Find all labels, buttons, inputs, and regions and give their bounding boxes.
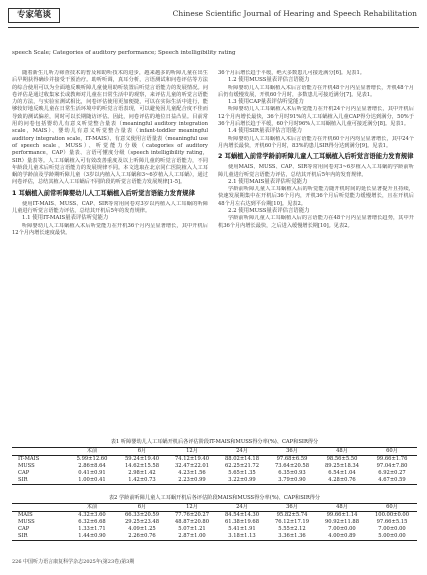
right-column (218, 70, 414, 230)
subsection-1-4-heading: 1.4 使用SIR量表评估言语能力 (228, 128, 303, 135)
table-cell: 4.32±3.60 (78, 512, 106, 518)
intro-paragraph: 随着新生儿听力筛查技术的普及和助听技术的进步，越来越多的听障儿童在出生后早期获得确诊并接受干预治疗。助听听调，真耳分析，言语测试和问卷评估等方法的综合使用可以为全面地反映听障儿童使用助听装置后听觉言语能力的发展情况。问卷评估是通过收集家长或教师对儿童在日常生活中的观察，来评估儿童的听觉言语能力的方法，与实验室测试相比，问卷评估使用更加便捷，可以在实际生活中进行，能够较好地反映儿童在日常生活环境中的听觉言语表现，可以避免因儿童配合度不佳而导致的测试偏差，同时可以长期随访评估。因此，问卷评估的地位日益凸显。目前常用的问卷包括婴幼儿有意义听觉整合量表（meaningful auditory integration scale，MAIS）、婴幼儿有意义听觉整合量表（infant-toddler meaningful auditory integration scale，IT-MAIS）、有意义使用言语量表（meaningful use of speech scale，MUSS）、听觉能力分级（categories of auditory performance，CAP）量表、言语可懂度分级（speech intelligibility rating，SIR）量表等。人工耳蜗植入可有效改善重度及以上听障儿童的听觉言语能力，不同年龄段儿童术后听觉言语能力的发展规律不同。本文选取在北京同仁医院植入人工耳蜗的学龄前及学龄期听障儿童（3岁以内植入人工耳蜗和3~6岁植入人工耳蜗），通过问卷评估，总结其植入人工耳蜗后不同阶段的听觉言语能力发展规律[1-5]。 (12, 70, 208, 186)
table-cell: 62.25±21.72 (224, 463, 260, 469)
subsection-1-2-paragraph: 听障婴幼儿人工耳蜗植入术后言语能力在开机48个月内呈显著增长，开机48个月后仍有缓慢发展，开机60个月时，多数患儿可接近满分[7]。见表1。 (218, 84, 414, 98)
table-cell: 7.00±0.00 (378, 526, 406, 532)
table-row (12, 463, 417, 470)
table-cell: 66.33±20.59 (124, 512, 160, 518)
row-label: CAP (18, 526, 30, 532)
table-cell: 5.00±0.00 (378, 533, 406, 539)
table-cell: 4.09±1.25 (128, 526, 156, 532)
subsection-1-4-paragraph: 听障婴幼儿人工耳蜗植入术后言语能力在开机60个月内均呈显著增长，其中24个月内增长最快，开机60个月时，83%的患儿SIR得分达到满分[9]。见表1。 (218, 135, 414, 149)
table-corner-cell (12, 504, 67, 512)
subsection-1-2-heading: 1.2 使用MUSS量表评估言语能力 (228, 77, 310, 84)
table-header-cell: 24月 (236, 504, 248, 510)
section-2-paragraph: 使用MAIS、MUSS、CAP、SIR等常用问卷对3~6岁植入人工耳蜗的学龄前听障儿童进行听觉言语能力评估，总结其开机后5年内的发育规律。 (218, 164, 414, 178)
row-label: MAIS (18, 512, 33, 518)
table-header-cell: 6月 (137, 448, 147, 454)
table-cell: 98.56±5.50 (326, 456, 358, 462)
section-tag: 专家笔谈 (8, 8, 60, 23)
table-cell: 6.35±0.93 (278, 470, 306, 476)
table-cell: 1.42±0.73 (128, 477, 156, 483)
subsection-2-1-paragraph: 学龄前听障儿童人工耳蜗植入后的听觉能力随开机时间的延长显著提升且持续，快速发展期集中在开机后36个月内，开机36个月后听觉能力缓慢增长，且在开机后48个月左右达到平台期[10]。见表2。 (218, 186, 414, 207)
table-cell: 5.41±1.91 (228, 526, 256, 532)
table-cell: 5.65±1.35 (228, 470, 256, 476)
subsection-1-3-heading: 1.3 使用CAP量表评估听觉能力 (228, 99, 304, 106)
table-row (12, 519, 417, 526)
table-cell: 1.33±1.71 (78, 526, 106, 532)
row-label: IT-MAIS (18, 456, 40, 462)
journal-title: Chinese Scientific Journal of Hearing and Speech Rehabilitation (172, 9, 417, 18)
table-cell: 90.92±11.88 (324, 519, 360, 525)
table-row (12, 526, 417, 533)
table-header-cell: 24月 (236, 448, 248, 454)
table-cell: 3.79±0.90 (278, 477, 306, 483)
table-cell: 88.02±14.18 (224, 456, 260, 462)
table-row (12, 456, 417, 464)
subsection-1-1-heading: 1.1 使用IT-MAIS量表评估听觉能力 (22, 215, 109, 222)
table-header-cell: 36月 (286, 448, 298, 454)
table-cell: 97.04±7.80 (376, 463, 408, 469)
table-2-caption: 表2 学龄前听障儿童人工耳蜗开机后各评估阶段MAIS和MUSS得分率(%)、CAP和SIR得分 (108, 495, 321, 501)
table-cell: 84.54±14.30 (224, 512, 260, 518)
table-cell: 76.12±17.19 (274, 519, 310, 525)
table-cell: 3.18±1.13 (228, 533, 256, 539)
table-cell: 3.22±0.99 (228, 477, 256, 483)
subsection-2-2-paragraph: 学龄前听障儿童人工耳蜗植入后的言语能力在48个月内呈显著增长趋势，其中开机36个月内增长最快，之后进入缓慢增长期[10]。见表2。 (218, 215, 414, 229)
row-label: MUSS (18, 463, 35, 469)
table-cell: 5.55±2.12 (278, 526, 306, 532)
table-cell: 14.62±15.58 (124, 463, 160, 469)
table-cell: 4.23±1.56 (178, 470, 206, 476)
table-cell: 97.66±5.15 (376, 519, 408, 525)
table-header-cell: 48月 (336, 448, 348, 454)
table-cell: 59.24±19.40 (124, 456, 160, 462)
row-label: SIR (18, 533, 28, 539)
table-cell: 48.87±20.80 (174, 519, 210, 525)
section-2-heading: 2 耳蜗植入前常学龄前听障儿童人工耳蜗植入后听觉言语能力发育规律 (218, 153, 414, 161)
table-cell: 74.12±19.40 (174, 456, 210, 462)
table-cell: 100.00±0.00 (374, 512, 410, 518)
table-2 (12, 503, 417, 541)
right-top-paragraph: 36个月后增长趋于平缓，绝大多数患儿可接近满分[6]。见表1。 (218, 70, 365, 76)
table-corner-cell (12, 448, 67, 456)
table-cell: 97.68±6.59 (276, 456, 308, 462)
table-cell: 3.36±1.36 (278, 533, 306, 539)
table-cell: 99.66±1.14 (326, 512, 358, 518)
table-cell: 2.26±0.76 (128, 533, 156, 539)
table-cell: 1.00±0.41 (78, 477, 106, 483)
table-cell: 77.76±20.27 (174, 512, 210, 518)
table-row (12, 533, 417, 541)
table-header-cell: 60月 (386, 448, 398, 454)
table-cell: 7.00±0.00 (328, 526, 356, 532)
table-1-caption: 表1 听障婴幼儿人工耳蜗开机后各评估阶段IT-MAIS和MUSS得分率(%)、CAP和SIR得分 (110, 439, 319, 445)
keywords-line: speech Scale; Categories of auditory performance; Speech intelligibility rating (12, 50, 236, 56)
table-header-cell: 36月 (286, 504, 298, 510)
table-cell: 5.07±1.21 (178, 526, 206, 532)
table-cell: 32.47±22.01 (174, 463, 210, 469)
table-cell: 4.28±0.76 (328, 477, 356, 483)
subsection-2-2-heading: 2.2 使用MUSS量表评估言语能力 (228, 208, 310, 215)
table-header-row (12, 504, 417, 512)
table-cell: 2.23±0.99 (178, 477, 206, 483)
row-label: MUSS (18, 519, 35, 525)
table-cell: 6.32±6.68 (78, 519, 106, 525)
section-1-paragraph: 使用IT-MAIS、MUSS、CAP、SIR等常用问卷对3岁以内植入人工耳蜗的听障儿童进行听觉言语能力评估，总结其开机后5年的发育规律。 (12, 200, 208, 215)
table-header-cell: 48月 (336, 504, 348, 510)
section-1-heading: 1 耳蜗植入前常听障婴幼儿人工耳蜗植入后听觉言语能力发育规律 (12, 189, 195, 197)
table-cell: 95.82±5.74 (276, 512, 308, 518)
table-header-cell: 术前 (86, 504, 98, 510)
row-label: SIR (18, 477, 28, 483)
table-header-cell: 60月 (386, 504, 398, 510)
page-header (0, 0, 427, 26)
table-cell: 1.44±0.90 (78, 533, 106, 539)
page-footer: 226 中国听力语言康复科学杂志2025年(第23卷)第3期 (12, 559, 135, 565)
table-cell: 2.86±8.64 (78, 463, 106, 469)
table-header-cell: 术前 (86, 448, 98, 454)
table-cell: 89.25±18.34 (324, 463, 360, 469)
table-header-row (12, 448, 417, 456)
table-cell: 4.00±0.89 (328, 533, 356, 539)
header-rule (8, 27, 419, 28)
table-row (12, 470, 417, 477)
table-cell: 5.99±12.60 (76, 456, 108, 462)
table-cell: 2.98±1.42 (128, 470, 156, 476)
table-1 (12, 447, 417, 485)
table-row (12, 477, 417, 485)
table-cell: 4.67±0.59 (378, 477, 406, 483)
subsection-1-3-paragraph: 听障婴幼儿人工耳蜗植入术后听觉能力在开机24个月内呈显著增长，其中开机后12个月内增长最快，36个月时91%的人工耳蜗植入儿童CAP得分达到满分，50%于36个月后增长趋于平缓，60个月时96%人工耳蜗植入儿童可接近满分[8]。见表1。 (218, 106, 414, 128)
subsection-2-1-heading: 2.1 使用MAIS量表评估听觉能力 (228, 178, 308, 185)
table-cell: 73.64±20.58 (274, 463, 310, 469)
table-cell: 0.41±0.91 (78, 470, 106, 476)
table-header-cell: 6月 (137, 504, 147, 510)
table-cell: 6.54±1.04 (328, 470, 356, 476)
table-cell: 61.38±19.68 (224, 519, 260, 525)
table-header-cell: 12月 (186, 504, 198, 510)
table-cell: 2.87±1.00 (178, 533, 206, 539)
subsection-1-1-paragraph: 听障婴幼儿人工耳蜗植入术后听觉能力在开机36个月内呈显著增长，其中开机后12个月内增长速度最快。 (12, 222, 208, 236)
table-row (12, 512, 417, 520)
table-cell: 6.92±0.27 (378, 470, 406, 476)
table-cell: 99.66±1.76 (376, 456, 408, 462)
table-cell: 29.25±23.48 (124, 519, 160, 525)
left-column (12, 70, 208, 237)
table-header-cell: 12月 (186, 448, 198, 454)
row-label: CAP (18, 470, 30, 476)
